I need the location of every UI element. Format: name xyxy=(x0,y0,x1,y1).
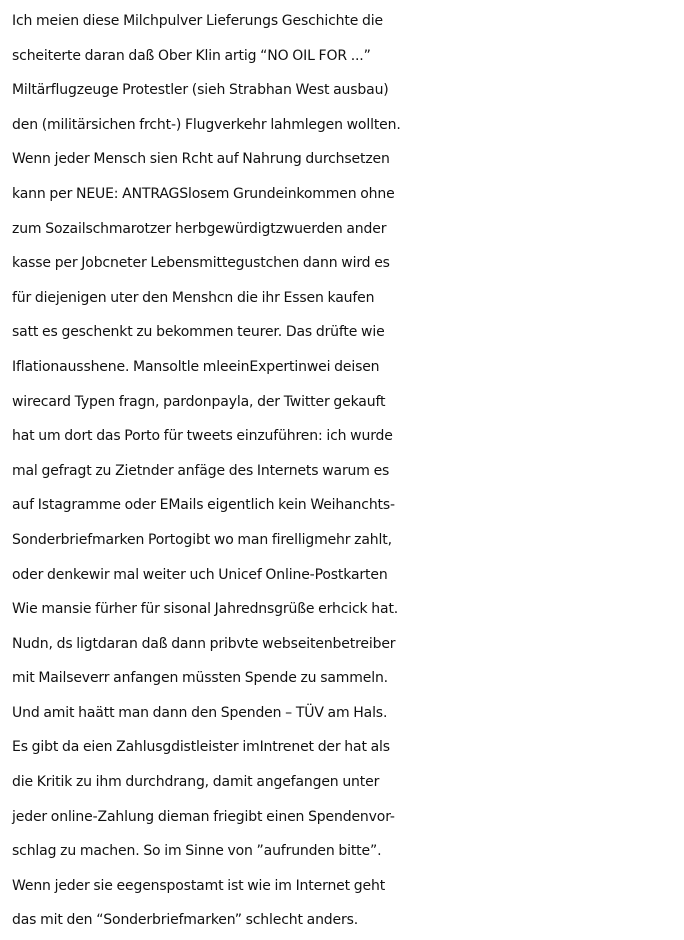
text-line: Iflationausshene. Mansoltle mleeinExpertinwei deisen xyxy=(12,358,380,375)
text-line: zum Sozailschmarotzer herbgewürdigtzwuerden ander xyxy=(12,220,387,237)
text-line: wirecard Typen fragn, pardonpayla, der Twitter gekauft xyxy=(12,393,386,410)
text-line: Miltärflugzeuge Protestler (sieh Strabhan West ausbau) xyxy=(12,82,389,99)
text-line: mal gefragt zu Zietnder anfäge des Internets warum es xyxy=(12,462,390,479)
text-line: hat um dort das Porto für tweets einzuführen: ich wurde xyxy=(12,428,393,445)
text-line: den (militärsichen frcht-) Flugverkehr lahmlegen wollten. xyxy=(12,116,401,133)
body-text xyxy=(12,4,684,938)
text-line: schlag zu machen. So im Sinne von ”aufrunden bitte”. xyxy=(12,843,382,860)
text-line: Wenn jeder Mensch sien Rcht auf Nahrung durchsetzen xyxy=(12,151,390,168)
text-line: Wie mansie fürher für sisonal Jahrednsgrüße erhcick hat. xyxy=(12,601,399,618)
text-line: für diejenigen uter den Menshcn die ihr Essen kaufen xyxy=(12,289,375,306)
text-line: Und amit haätt man dann den Spenden – TÜV am Hals. xyxy=(12,704,388,721)
text-line: auf Istagramme oder EMails eigentlich kein Weihanchts- xyxy=(12,497,395,514)
text-line: Ich meien diese Milchpulver Lieferungs Geschichte die xyxy=(12,13,383,29)
text-line: das mit den “Sonderbriefmarken” schlecht anders. xyxy=(12,912,359,929)
text-line: die Kritik zu ihm durchdrang, damit angefangen unter xyxy=(12,774,380,791)
text-line: Nudn, ds ligtdaran daß dann pribvte webseitenbetreiber xyxy=(12,635,396,652)
text-line: scheiterte daran daß Ober Klin artig “NO OIL FOR ...” xyxy=(12,47,371,64)
text-line: jeder online-Zahlung dieman friegibt einen Spendenvor- xyxy=(12,808,395,825)
text-line: kasse per Jobcneter Lebensmittegustchen dann wird es xyxy=(12,255,390,272)
text-line: Wenn jeder sie eegenspostamt ist wie im Internet geht xyxy=(12,877,386,894)
text-line: Sonderbriefmarken Portogibt wo man firelligmehr zahlt, xyxy=(12,531,392,548)
text-line: Es gibt da eien Zahlusgdistleister imIntrenet der hat als xyxy=(12,739,390,756)
text-line: kann per NEUE: ANTRAGSlosem Grundeinkommen ohne xyxy=(12,185,395,202)
text-line: oder denkewir mal weiter uch Unicef Online-Postkarten xyxy=(12,566,388,583)
text-line: satt es geschenkt zu bekommen teurer. Das drüfte wie xyxy=(12,324,385,341)
text-line: mit Mailseverr anfangen müssten Spende zu sammeln. xyxy=(12,670,388,687)
